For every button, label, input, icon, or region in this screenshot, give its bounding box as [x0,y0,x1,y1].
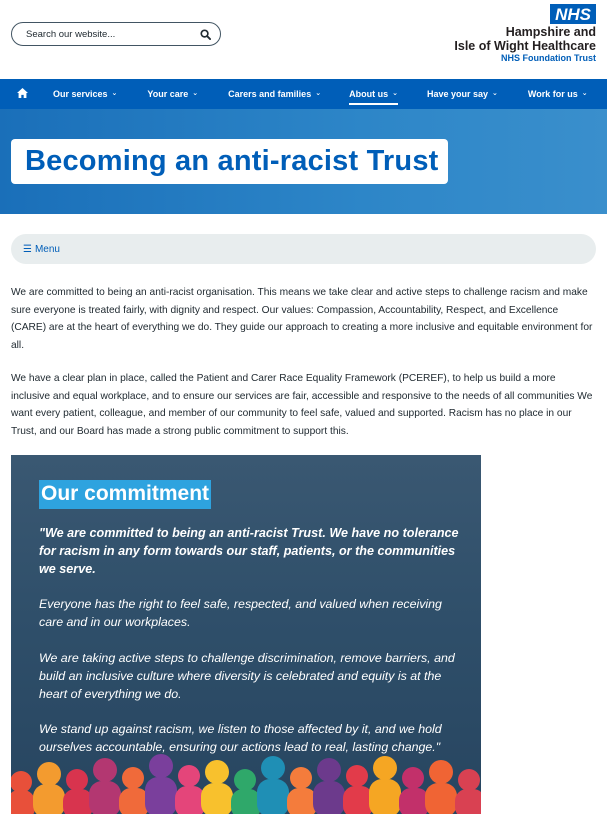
nav-item-carers-and-families[interactable]: Carers and families ⌄ [228,89,322,99]
hero-title-box [11,139,448,184]
crowd-silhouettes-illustration [11,744,481,814]
nav-home[interactable] [0,79,44,109]
nav-item-about-us[interactable]: About us ⌄ [349,79,398,109]
section-menu-button[interactable] [11,234,596,264]
nav-item-your-care[interactable]: Your care ⌄ [147,89,199,99]
nav-item-work-for-us[interactable]: Work for us ⌄ [527,89,588,99]
hamburger-icon: ☰ [23,243,32,255]
main-nav [0,79,607,109]
home-icon[interactable] [17,85,28,103]
page-title: Becoming an anti-racist Trust [25,145,439,177]
chevron-down-icon: ⌄ [111,90,118,97]
menu-label: Menu [34,243,60,255]
nav-item-have-your-say[interactable]: Have your say ⌄ [426,89,498,99]
hero-banner [0,109,607,214]
commitment-quote-1: "We are committed to being an anti-racist Trust. We have no tolerance for racism in any form towards our staff, patients, or the communities we serve. [39,526,459,576]
chevron-down-icon: ⌄ [392,90,398,97]
intro-paragraph: We are committed to being an anti-racist organisation. This means we take clear and active steps to challenge racism and make sure everyone is treated fairly, with dignity and respect. Our values: Compassion, Accountability, Respect, and Excellence (CARE) are at the heart of everything we do. They guide our approach to creating a more inclusive and equitable environment for all. [11,287,593,351]
search-input[interactable] [26,29,198,40]
search-icon[interactable] [198,27,212,41]
commitment-quote-4: We stand up against racism, we listen to those affected by it, and we hold ourselves accountable, ensuring our actions lead to real, lasting change." [39,722,442,754]
site-header [0,0,607,79]
plan-paragraph: We have a clear plan in place, called the Patient and Carer Race Equality Framework (PCEREF), to help us build a more inclusive and equal workplace, and to ensure our services are fair, accessible and responsive to the needs of all communities We want every patient, colleague, and member of our community to feel safe, valued and supported. Racism has no place in our Trust, and our Board has made a strong public commitment to support this. [11,373,593,437]
nav-item-our-services[interactable]: Our services ⌄ [53,89,118,99]
commitment-title: Our commitment [39,480,211,509]
commitment-image [11,455,481,814]
org-name-line1: Hampshire and [505,25,596,39]
org-name-line2: Isle of Wight Healthcare [454,39,596,53]
chevron-down-icon: ⌄ [581,90,588,97]
chevron-down-icon: ⌄ [192,90,199,97]
org-subtitle: NHS Foundation Trust [501,53,596,63]
chevron-down-icon: ⌄ [492,90,498,97]
search-box[interactable] [11,22,221,46]
commitment-quote-2: Everyone has the right to feel safe, respected, and valued when receiving care and in our workplaces. [39,597,442,629]
commitment-quote-3: We are taking active steps to challenge discrimination, remove barriers, and build an inclusive culture where diversity is celebrated and equity is at the heart of everything we do. [39,651,455,701]
nhs-trust-logo[interactable] [454,4,596,64]
chevron-down-icon: ⌄ [315,90,322,97]
nhs-logo-badge: NHS [550,4,596,24]
